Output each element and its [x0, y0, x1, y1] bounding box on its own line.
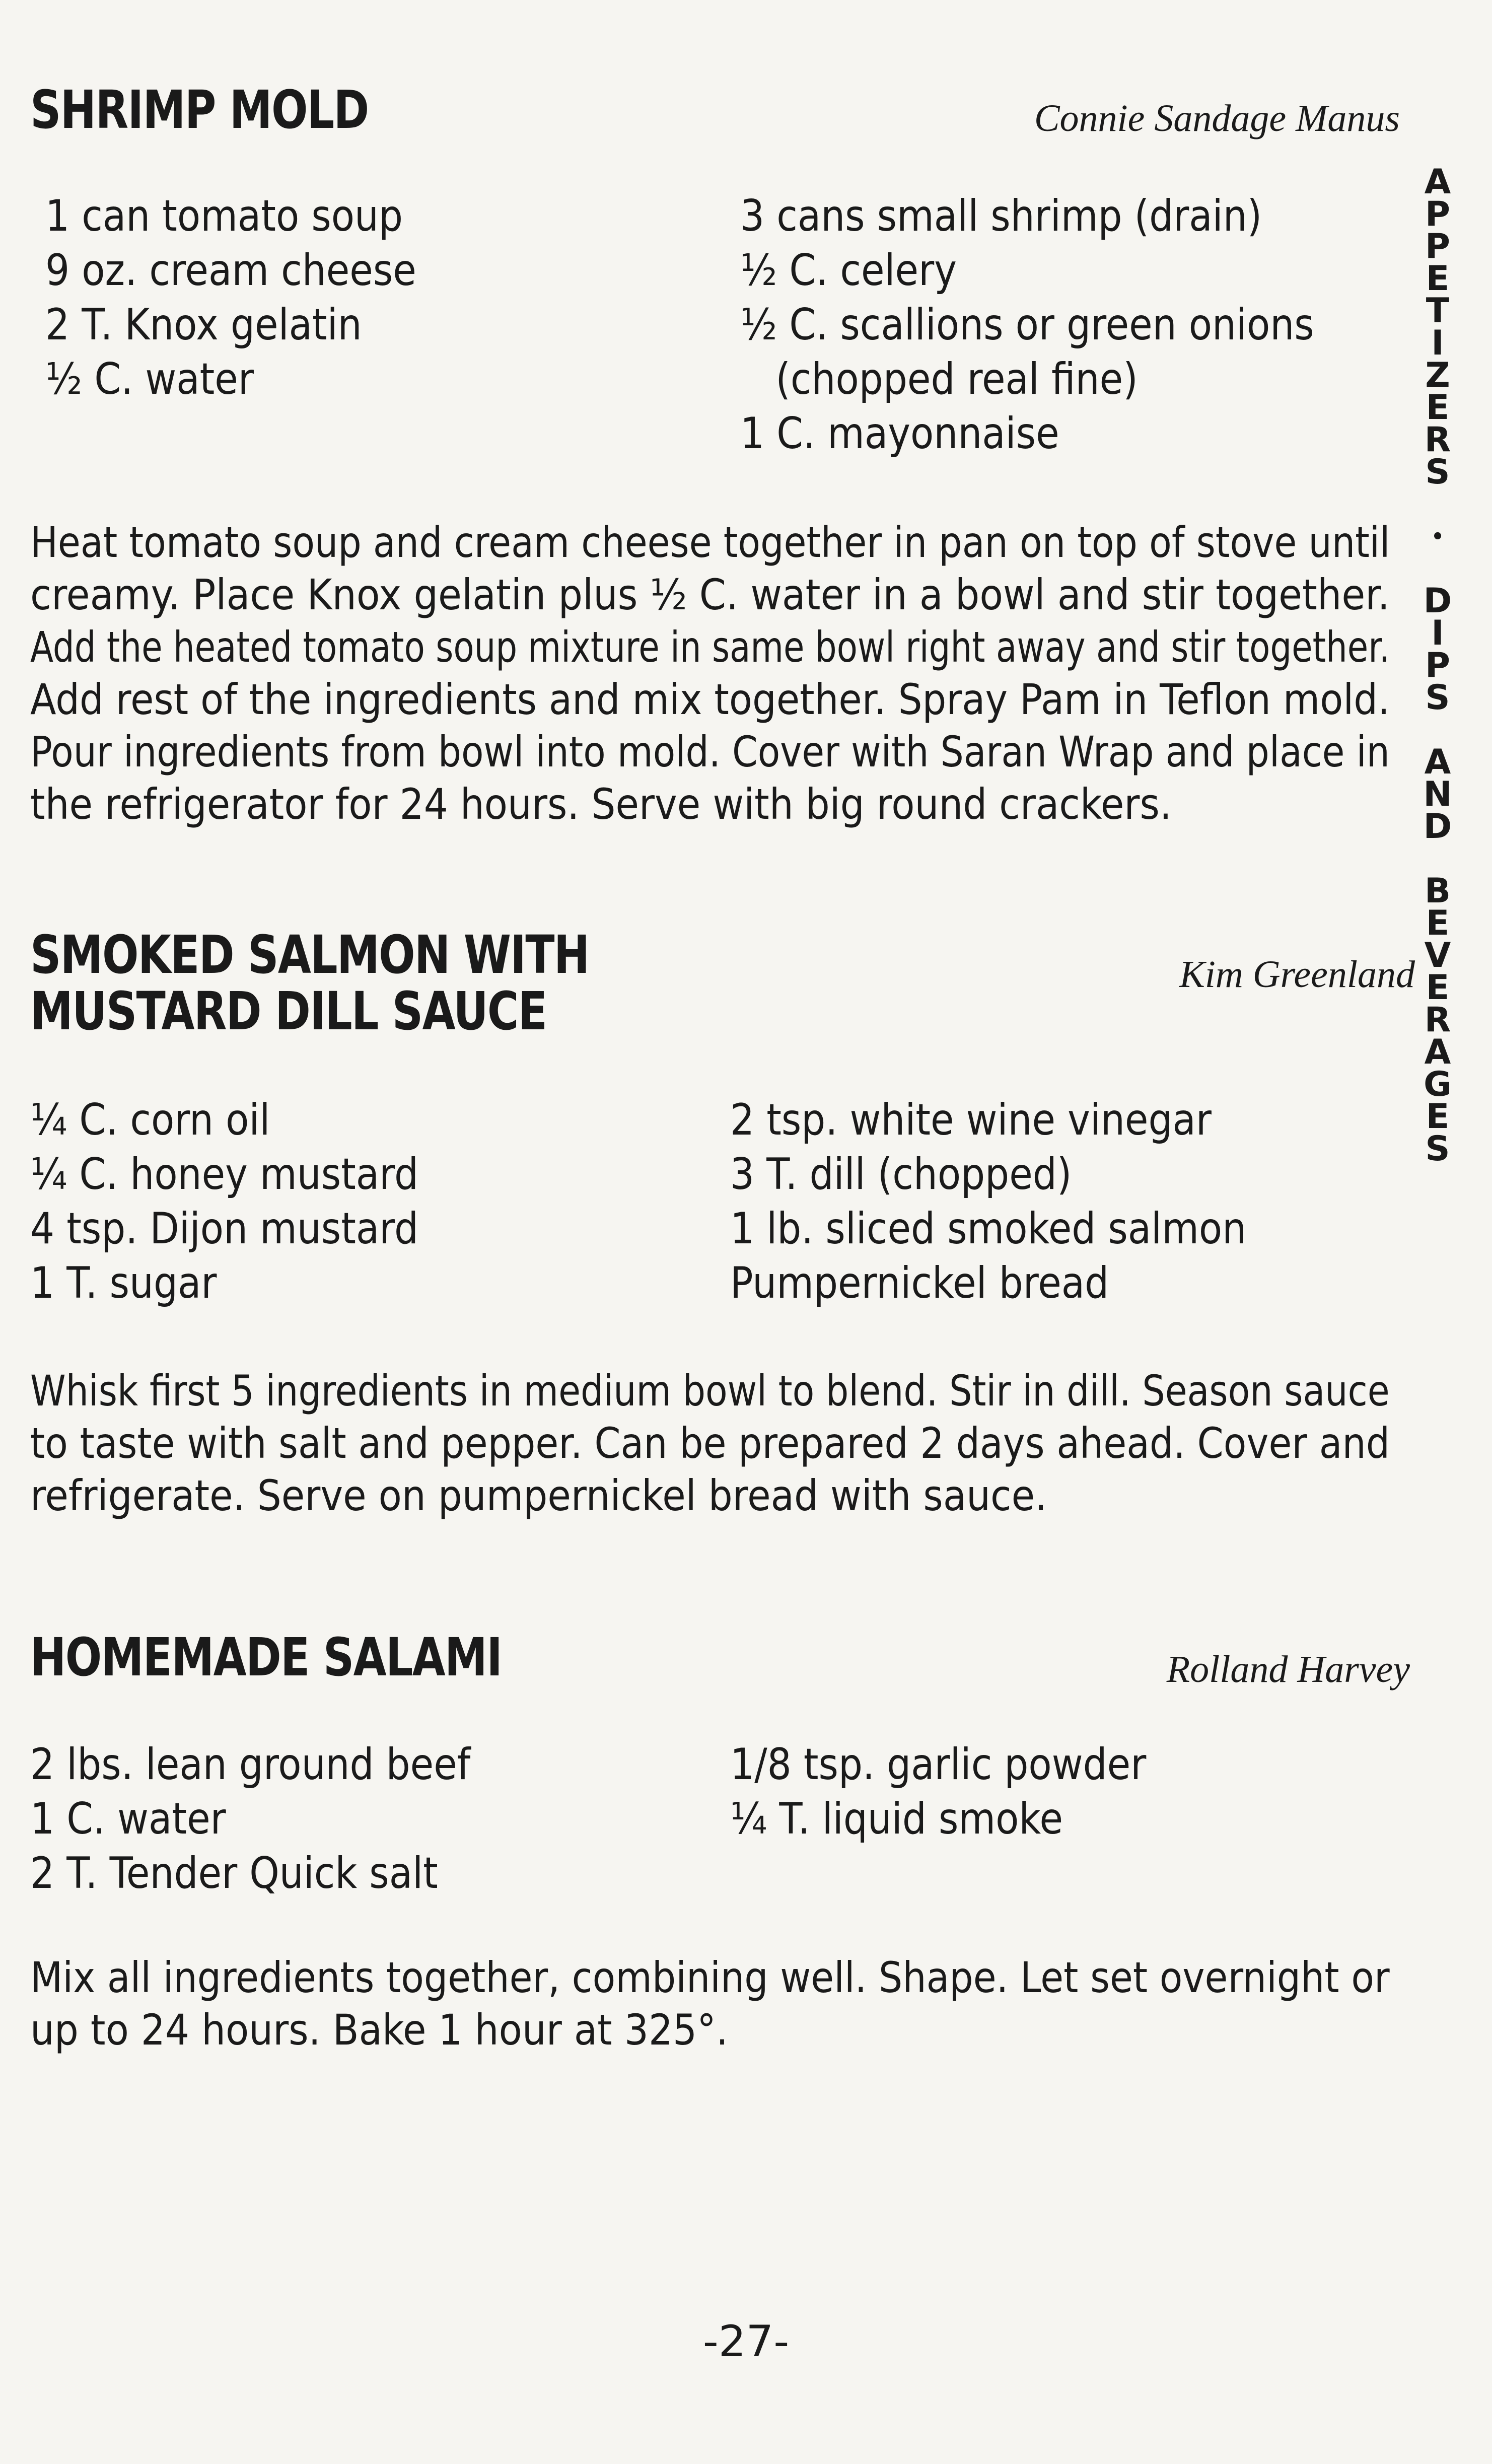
side-tab-letter: T	[1426, 291, 1450, 331]
ingredient: 1 lb. sliced smoked salmon	[730, 1204, 1247, 1254]
recipe-title: SMOKED SALMON WITH MUSTARD DILL SAUCE	[30, 924, 589, 1042]
recipe-homemade-salami	[30, 1624, 1410, 2077]
side-tab-letter: N	[1423, 775, 1452, 814]
side-tab-letter: B	[1425, 871, 1451, 911]
recipe-smoked-salmon	[30, 924, 1415, 1556]
recipe-title: HOMEMADE SALAMI	[30, 1627, 502, 1688]
ingredient: Pumpernickel bread	[730, 1258, 1109, 1308]
side-tab-letter: S	[1425, 1129, 1450, 1169]
ingredient: ½ C. water	[45, 354, 254, 404]
ingredient-column-left	[30, 1093, 471, 1310]
recipe-title: SHRIMP MOLD	[30, 79, 369, 140]
recipe-author: Connie Sandage Manus	[1034, 97, 1400, 139]
side-tab-letter: A	[1424, 742, 1451, 782]
recipe-directions	[30, 1951, 1390, 2056]
recipe-directions	[30, 1365, 1390, 1522]
ingredient: ½ C. scallions or green onions	[740, 300, 1314, 350]
ingredient: 1 C. mayonnaise	[740, 408, 1059, 459]
side-tab-letter: E	[1426, 259, 1450, 299]
side-tab-letter: Z	[1425, 356, 1450, 395]
ingredient: 3 cans small shrimp (drain)	[740, 191, 1262, 241]
side-tab-letter: V	[1424, 936, 1451, 975]
directions-line: to taste with salt and pepper. Can be prepared 2 days ahead. Cover and	[30, 1419, 1390, 1468]
side-tab-letter: E	[1426, 968, 1450, 1008]
ingredient-column-right	[730, 1737, 1203, 1846]
directions-line: Whisk first 5 ingredients in medium bowl to blend. Stir in dill. Season sauce	[30, 1366, 1390, 1416]
ingredient: ½ C. celery	[740, 245, 957, 296]
side-tab-letter: S	[1425, 678, 1450, 718]
side-tab-letter: D	[1423, 581, 1452, 621]
ingredient: 1 can tomato soup	[45, 191, 403, 241]
recipe-header	[30, 1624, 1410, 1705]
section-side-tab	[1410, 162, 1465, 1169]
side-tab-letter: G	[1424, 1065, 1452, 1104]
ingredient: 2 T. Knox gelatin	[45, 300, 362, 350]
page-number: -27-	[702, 2316, 790, 2367]
directions-line: the refrigerator for 24 hours. Serve with big round crackers.	[30, 780, 1172, 829]
directions-line: Mix all ingredients together, combining well. Shape. Let set overnight or	[30, 1953, 1390, 2002]
recipe-author: Rolland Harvey	[1166, 1648, 1410, 1691]
ingredient: 9 oz. cream cheese	[45, 245, 416, 296]
ingredient: ¼ C. honey mustard	[30, 1149, 418, 1200]
directions-line: Add rest of the ingredients and mix together. Spray Pam in Teflon mold.	[30, 675, 1390, 724]
recipe-directions	[30, 516, 1390, 830]
ingredient: (chopped real fine)	[775, 354, 1138, 404]
ingredient-column-right	[740, 189, 1392, 461]
ingredient-column-left	[30, 1737, 531, 1900]
directions-line: up to 24 hours. Bake 1 hour at 325°.	[30, 2005, 728, 2055]
ingredient: ¼ C. corn oil	[30, 1095, 270, 1145]
directions-line: Add the heated tomato soup mixture in same bowl right away and stir together.	[30, 622, 1390, 672]
recipe-author: Kim Greenland	[1179, 953, 1415, 996]
ingredient-column-left	[45, 189, 467, 406]
side-tab-letter: I	[1431, 613, 1444, 653]
ingredient: 3 T. dill (chopped)	[730, 1149, 1072, 1200]
ingredient: 1 T. sugar	[30, 1258, 217, 1308]
ingredient: 4 tsp. Dijon mustard	[30, 1204, 419, 1254]
directions-line: Heat tomato soup and cream cheese together in pan on top of stove until	[30, 518, 1390, 567]
ingredient: 2 T. Tender Quick salt	[30, 1848, 438, 1898]
recipe-header	[30, 924, 1415, 1058]
side-tab-letter: P	[1425, 194, 1450, 234]
directions-line: Pour ingredients from bowl into mold. Cover with Saran Wrap and place in	[30, 727, 1390, 777]
ingredient: 2 tsp. white wine vinegar	[730, 1095, 1212, 1145]
side-tab-letter: E	[1426, 388, 1450, 428]
side-tab-letter: •	[1431, 525, 1444, 548]
side-tab-letter: E	[1426, 1097, 1450, 1137]
recipe-header	[30, 76, 1400, 156]
side-tab-letter: P	[1425, 646, 1450, 685]
side-tab-letter: A	[1424, 1032, 1451, 1072]
side-tab-letter: R	[1424, 1000, 1451, 1040]
side-tab-letter: I	[1431, 323, 1444, 363]
ingredient-column-right	[730, 1093, 1317, 1310]
ingredient: 1/8 tsp. garlic powder	[730, 1739, 1147, 1790]
ingredient: 2 lbs. lean ground beef	[30, 1739, 471, 1790]
directions-line: creamy. Place Knox gelatin plus ½ C. water in a bowl and stir together.	[30, 570, 1390, 619]
side-tab-letter: R	[1424, 420, 1451, 460]
side-tab-letter: E	[1426, 903, 1450, 943]
side-tab-letter: A	[1424, 162, 1451, 202]
recipe-shrimp-mold	[30, 76, 1400, 856]
side-tab-letter: S	[1425, 452, 1450, 492]
directions-line: refrigerate. Serve on pumpernickel bread with sauce.	[30, 1471, 1047, 1520]
side-tab-letter: D	[1423, 807, 1452, 847]
ingredient: ¼ T. liquid smoke	[730, 1794, 1063, 1844]
ingredient: 1 C. water	[30, 1794, 226, 1844]
side-tab-letter: P	[1425, 227, 1450, 266]
